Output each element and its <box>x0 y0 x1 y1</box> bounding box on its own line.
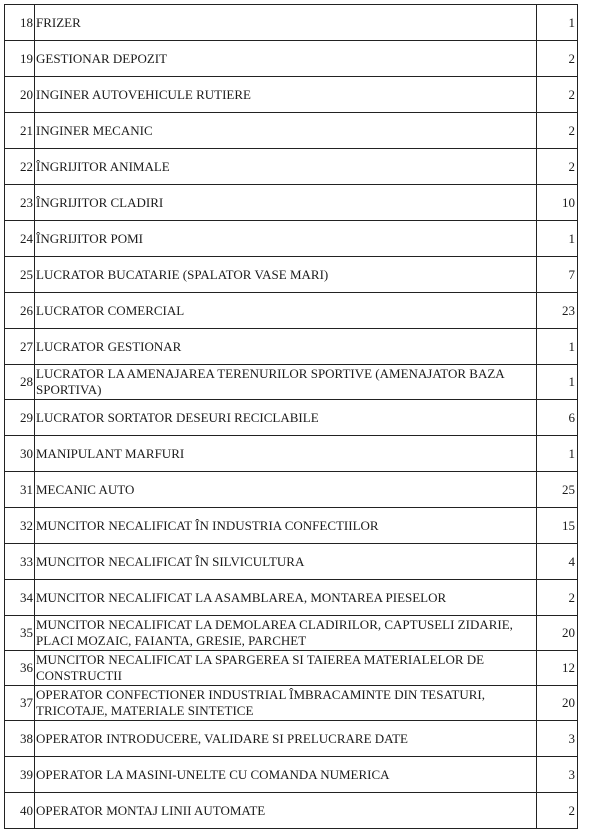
row-number: 29 <box>5 400 35 436</box>
table-row <box>5 544 578 580</box>
position-count: 2 <box>537 149 578 185</box>
table-row <box>5 436 578 472</box>
position-count: 2 <box>537 41 578 77</box>
row-number: 26 <box>5 293 35 329</box>
table-row <box>5 793 578 829</box>
position-count: 1 <box>537 365 578 400</box>
occupation-name: OPERATOR MONTAJ LINII AUTOMATE <box>35 793 537 829</box>
row-number: 24 <box>5 221 35 257</box>
occupation-name: ÎNGRIJITOR POMI <box>35 221 537 257</box>
occupation-name: INGINER AUTOVEHICULE RUTIERE <box>35 77 537 113</box>
table-row <box>5 293 578 329</box>
table-row <box>5 472 578 508</box>
position-count: 23 <box>537 293 578 329</box>
position-count: 1 <box>537 329 578 365</box>
row-number: 39 <box>5 757 35 793</box>
table-body <box>5 5 578 829</box>
occupation-name: MUNCITOR NECALIFICAT ÎN SILVICULTURA <box>35 544 537 580</box>
table-row <box>5 41 578 77</box>
table-row <box>5 77 578 113</box>
table-row <box>5 185 578 221</box>
table-row <box>5 686 578 721</box>
table-row <box>5 757 578 793</box>
position-count: 2 <box>537 580 578 616</box>
row-number: 36 <box>5 651 35 686</box>
occupation-name: LUCRATOR COMERCIAL <box>35 293 537 329</box>
table-row <box>5 365 578 400</box>
position-count: 1 <box>537 436 578 472</box>
row-number: 25 <box>5 257 35 293</box>
row-number: 28 <box>5 365 35 400</box>
position-count: 10 <box>537 185 578 221</box>
position-count: 6 <box>537 400 578 436</box>
position-count: 20 <box>537 686 578 721</box>
occupation-name: MECANIC AUTO <box>35 472 537 508</box>
row-number: 21 <box>5 113 35 149</box>
table-row <box>5 5 578 41</box>
occupation-name: INGINER MECANIC <box>35 113 537 149</box>
occupation-name: OPERATOR CONFECTIONER INDUSTRIAL ÎMBRACAMINTE DIN TESATURI, TRICOTAJE, MATERIALE SINTETICE <box>35 686 537 721</box>
position-count: 1 <box>537 221 578 257</box>
table-row <box>5 329 578 365</box>
table-row <box>5 508 578 544</box>
occupation-name: LUCRATOR GESTIONAR <box>35 329 537 365</box>
occupation-name: MUNCITOR NECALIFICAT LA ASAMBLAREA, MONTAREA PIESELOR <box>35 580 537 616</box>
occupation-name: OPERATOR LA MASINI-UNELTE CU COMANDA NUMERICA <box>35 757 537 793</box>
position-count: 3 <box>537 721 578 757</box>
position-count: 12 <box>537 651 578 686</box>
occupation-name: MANIPULANT MARFURI <box>35 436 537 472</box>
occupation-table <box>4 4 578 829</box>
row-number: 27 <box>5 329 35 365</box>
occupation-name: LUCRATOR LA AMENAJAREA TERENURILOR SPORTIVE (AMENAJATOR BAZA SPORTIVA) <box>35 365 537 400</box>
position-count: 3 <box>537 757 578 793</box>
table-row <box>5 651 578 686</box>
position-count: 25 <box>537 472 578 508</box>
row-number: 19 <box>5 41 35 77</box>
occupation-name: MUNCITOR NECALIFICAT LA DEMOLAREA CLADIRILOR, CAPTUSELI ZIDARIE, PLACI MOZAIC, FAIANTA, GRESIE, PARCHET <box>35 616 537 651</box>
row-number: 22 <box>5 149 35 185</box>
table-row <box>5 580 578 616</box>
occupation-name: MUNCITOR NECALIFICAT LA SPARGEREA SI TAIEREA MATERIALELOR DE CONSTRUCTII <box>35 651 537 686</box>
row-number: 30 <box>5 436 35 472</box>
occupation-name: ÎNGRIJITOR ANIMALE <box>35 149 537 185</box>
occupation-name: ÎNGRIJITOR CLADIRI <box>35 185 537 221</box>
row-number: 32 <box>5 508 35 544</box>
occupation-name: LUCRATOR BUCATARIE (SPALATOR VASE MARI) <box>35 257 537 293</box>
row-number: 34 <box>5 580 35 616</box>
occupation-name: OPERATOR INTRODUCERE, VALIDARE SI PRELUCRARE DATE <box>35 721 537 757</box>
occupation-name: FRIZER <box>35 5 537 41</box>
row-number: 38 <box>5 721 35 757</box>
position-count: 15 <box>537 508 578 544</box>
table-row <box>5 400 578 436</box>
occupation-name: GESTIONAR DEPOZIT <box>35 41 537 77</box>
row-number: 33 <box>5 544 35 580</box>
occupation-name: MUNCITOR NECALIFICAT ÎN INDUSTRIA CONFECTIILOR <box>35 508 537 544</box>
position-count: 2 <box>537 793 578 829</box>
row-number: 18 <box>5 5 35 41</box>
row-number: 40 <box>5 793 35 829</box>
position-count: 20 <box>537 616 578 651</box>
row-number: 37 <box>5 686 35 721</box>
position-count: 1 <box>537 5 578 41</box>
occupation-name: LUCRATOR SORTATOR DESEURI RECICLABILE <box>35 400 537 436</box>
table-row <box>5 113 578 149</box>
row-number: 35 <box>5 616 35 651</box>
table-row <box>5 221 578 257</box>
table-row <box>5 149 578 185</box>
position-count: 2 <box>537 113 578 149</box>
table-row <box>5 721 578 757</box>
position-count: 7 <box>537 257 578 293</box>
position-count: 2 <box>537 77 578 113</box>
row-number: 23 <box>5 185 35 221</box>
table-row <box>5 257 578 293</box>
row-number: 31 <box>5 472 35 508</box>
position-count: 4 <box>537 544 578 580</box>
table-row <box>5 616 578 651</box>
row-number: 20 <box>5 77 35 113</box>
